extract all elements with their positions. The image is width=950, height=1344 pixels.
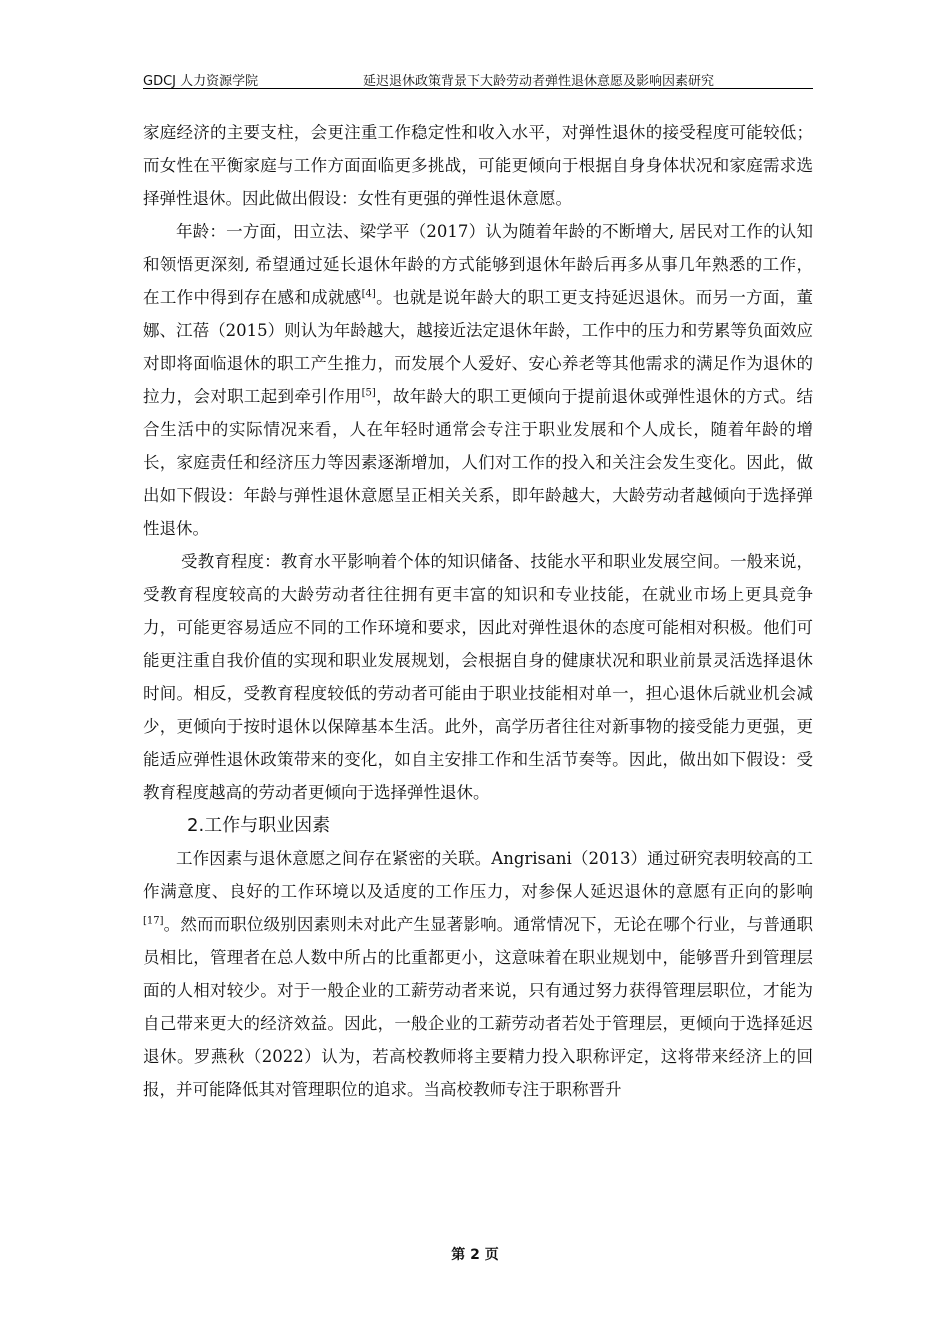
paragraph-work-text-b: 。然而而职位级别因素则未对此产生显著影响。通常情况下，无论在哪个行业，与普通职员相比，管理者在总人数中所占的比重都更小，这意味着在职业规划中，能够晋升到管理层面的人相对较少。对于一般企业的工薪劳动者来说，只有通过努力获得管理层职位，才能为自己带来更大的经济效益。因此，一般企业的工薪劳动者若处于管理层，更倾向于选择延迟退休。罗燕秋（2022）认为，若高校教师将主要精力投入职称评定，这将带来经济上的回报，并可能降低其对管理职位的追求。当高校教师专注于职称晋升 (143, 915, 813, 1099)
header-title: 延迟退休政策背景下大龄劳动者弹性退休意愿及影响因素研究 (363, 74, 715, 89)
paragraph-age (143, 215, 813, 545)
paragraph-work-text-a: 工作因素与退休意愿之间存在紧密的关联。Angrisani（2013）通过研究表明较高的工作满意度、良好的工作环境以及适度的工作压力，对参保人延迟退休的意愿有正向的影响 (143, 849, 813, 901)
paragraph-age-text-a: 年龄：一方面，田立法、梁学平（2017）认为随着年龄的不断增大, 居民对工作的认知和领悟更深刻, 希望通过延长退休年龄的方式能够到退休年龄后再多从事几年熟悉的工作，在工作中得到存在感和成就感 (143, 222, 813, 307)
paragraph-work-factors (143, 842, 813, 1106)
citation-5: [5] (361, 387, 376, 399)
paragraph-age-text-c: ，故年龄大的职工更倾向于提前退休或弹性退休的方式。结合生活中的实际情况来看，人在年轻时通常会专注于职业发展和个人成长，随着年龄的增长，家庭责任和经济压力等因素逐渐增加，人们对工作的投入和关注会发生变化。因此，做出如下假设：年龄与弹性退休意愿呈正相关关系，即年龄越大，大龄劳动者越倾向于选择弹性退休。 (143, 387, 814, 538)
header-institution: GDCJ 人力资源学院 (143, 74, 259, 89)
section-heading-work-factors: 2.工作与职业因素 (187, 815, 331, 836)
paragraph-education: 受教育程度：教育水平影响着个体的知识储备、技能水平和职业发展空间。一般来说，受教育程度较高的大龄劳动者往往拥有更丰富的知识和专业技能，在就业市场上更具竞争力，可能更容易适应不同的工作环境和要求，因此对弹性退休的态度可能相对积极。他们可能更注重自我价值的实现和职业发展规划，会根据自身的健康状况和职业前景灵活选择退休时间。相反，受教育程度较低的劳动者可能由于职业技能相对单一，担心退休后就业机会减少，更倾向于按时退休以保障基本生活。此外，高学历者往往对新事物的接受能力更强，更能适应弹性退休政策带来的变化，如自主安排工作和生活节奏等。因此，做出如下假设：受教育程度越高的劳动者更倾向于选择弹性退休。 (143, 552, 813, 802)
citation-17: [17] (143, 915, 164, 927)
page-header (143, 68, 813, 89)
paragraph-family-economy: 家庭经济的主要支柱，会更注重工作稳定性和收入水平，对弹性退休的接受程度可能较低；而女性在平衡家庭与工作方面面临更多挑战，可能更倾向于根据自身身体状况和家庭需求选择弹性退休。因此做出假设：女性有更强的弹性退休意愿。 (143, 123, 813, 208)
paragraph-age-text-b: 。也就是说年龄大的职工更支持延迟退休。而另一方面，董娜、江蓓（2015）则认为年龄越大，越接近法定退休年龄，工作中的压力和劳累等负面效应对即将面临退休的职工产生推力，而发展个人爱好、安心养老等其他需求的满足作为退休的拉力，会对职工起到牵引作用 (143, 288, 814, 406)
citation-4: [4] (361, 288, 376, 300)
page-number: 第 2 页 (451, 1247, 499, 1263)
page-body (143, 116, 813, 1106)
